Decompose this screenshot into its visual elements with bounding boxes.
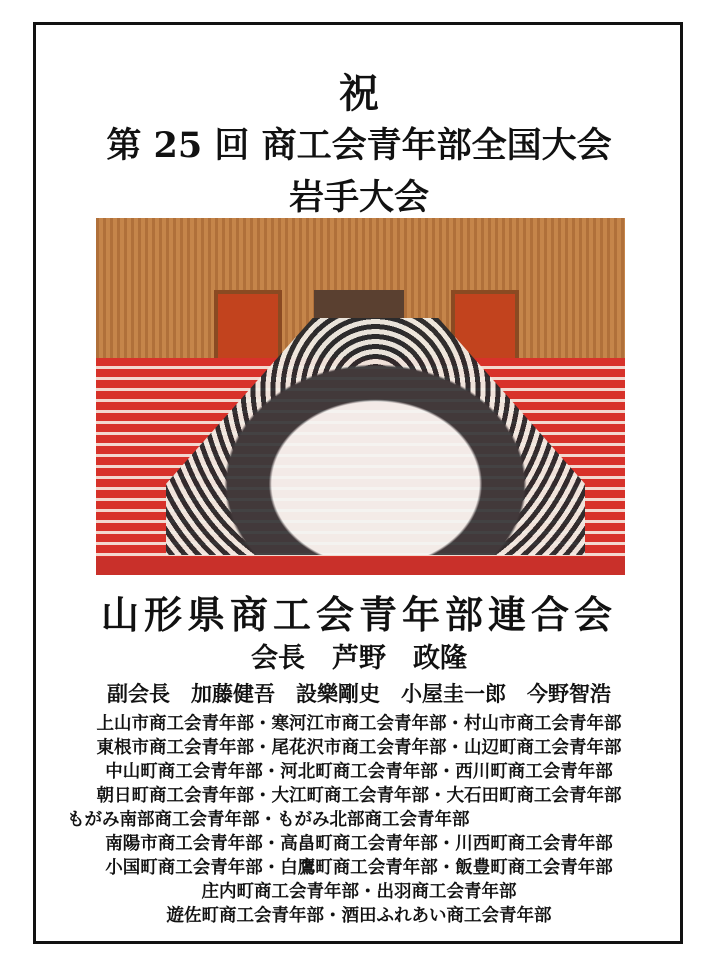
member-line: 朝日町商工会青年部・大江町商工会青年部・大石田町商工会青年部 [96, 786, 622, 806]
member-line: もがみ南部商工会青年部・もがみ北部商工会青年部 [67, 810, 470, 830]
hall-door-left [214, 290, 282, 368]
president-line: 会長 芦野 政隆 [251, 643, 467, 674]
member-line: 遊佐町商工会青年部・酒田ふれあい商工会青年部 [166, 906, 552, 926]
member-line: 小国町商工会青年部・白鷹町商工会青年部・飯豊町商工会青年部 [105, 858, 613, 878]
member-line: 東根市商工会青年部・尾花沢市商工会青年部・山辺町商工会青年部 [96, 738, 622, 758]
member-line: 中山町商工会青年部・河北町商工会青年部・西川町商工会青年部 [105, 762, 613, 782]
celebration-heading: 祝 [339, 70, 379, 117]
member-line: 庄内町商工会青年部・出羽商工会青年部 [201, 882, 517, 902]
event-title: 第 25 回 商工会青年部全国大会 [106, 125, 612, 166]
group-photo [96, 218, 625, 575]
member-line: 南陽市商工会青年部・高畠町商工会青年部・川西町商工会青年部 [105, 834, 613, 854]
front-row-seats [96, 557, 625, 575]
event-subtitle: 岩手大会 [288, 177, 429, 218]
member-line: 上山市商工会青年部・寒河江市商工会青年部・村山市商工会青年部 [96, 714, 622, 734]
vice-presidents-line: 副会長 加藤健吾 設樂剛史 小屋圭一郎 今野智浩 [107, 681, 611, 706]
organization-name: 山形県商工会青年部連合会 [100, 592, 617, 637]
